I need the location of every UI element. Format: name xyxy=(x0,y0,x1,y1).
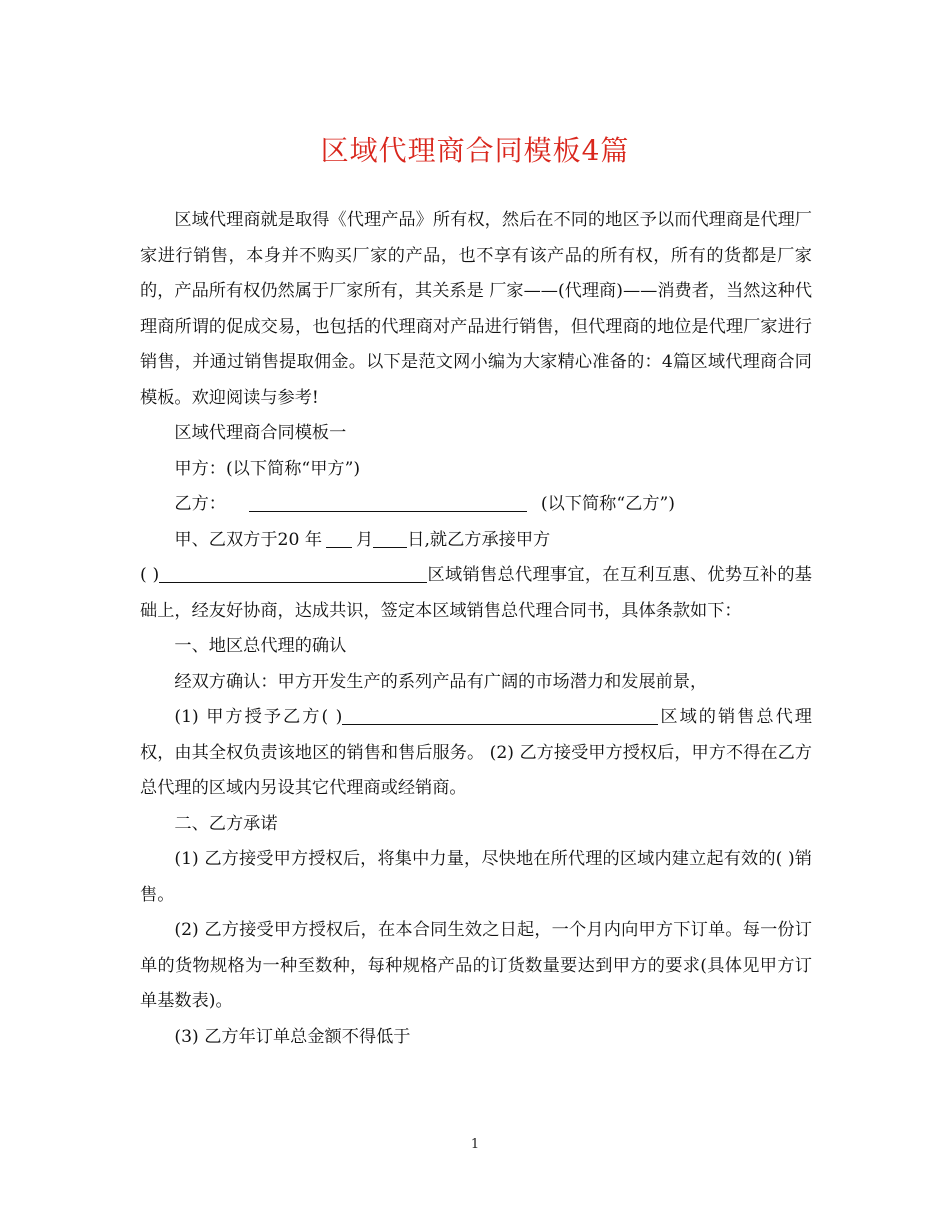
agreement-scope-paragraph xyxy=(140,558,812,629)
page-number: 1 xyxy=(470,1137,480,1152)
party-b-line xyxy=(140,487,812,523)
party-b-suffix: (以下简称“乙方”) xyxy=(540,494,676,514)
month-blank xyxy=(326,527,352,548)
clause-2-1-paragraph: (1) 乙方接受甲方授权后，将集中力量，尽快地在所代理的区域内建立起有效的( )销售。 xyxy=(140,849,812,905)
day-blank xyxy=(373,527,407,548)
confirm-paragraph: 经双方确认：甲方开发生产的系列产品有广阔的市场潜力和发展前景， xyxy=(174,671,708,692)
scope-text: 区域销售总代理事宜，在互利互惠、优势互补的基础上，经友好协商，达成共识，签定本区域销售总代理合同书，具体条款如下： xyxy=(140,565,812,621)
clause-2-3-paragraph: (3) 乙方年订单总金额不得低于 xyxy=(174,1026,411,1047)
agreement-day-text: 日,就乙方承接甲方 xyxy=(407,529,551,550)
scope-bracket: ( ) xyxy=(140,565,160,585)
scope-blank xyxy=(159,562,427,583)
clause-1-1-prefix: (1) 甲方授予乙方( ) xyxy=(174,707,343,727)
document-body xyxy=(140,203,812,1055)
clause-1-1-text: 区域的销售总代理权，由其全权负责该地区的销售和售后服务。 (2) 乙方接受甲方授权后，甲方不得在乙方总代理的区域内另设其它代理商或经销商。 xyxy=(140,707,812,798)
party-b-blank xyxy=(249,491,527,512)
template-one-heading: 区域代理商合同模板一 xyxy=(174,423,347,443)
section-two-heading: 二、乙方承诺 xyxy=(174,813,278,834)
agreement-month-text: 月 xyxy=(356,529,374,550)
document-title: 区域代理商合同模板4篇 xyxy=(320,134,630,167)
clause-2-2-paragraph: (2) 乙方接受甲方授权后，在本合同生效之日起，一个月内向甲方下订单。每一份订单的货物规格为一种至数种，每种规格产品的订货数量要达到甲方的要求(具体见甲方订单基数表)。 xyxy=(140,920,812,1011)
intro-paragraph: 区域代理商就是取得《代理产品》所有权，然后在不同的地区予以而代理商是代理厂家进行销售，本身并不购买厂家的产品，也不享有该产品的所有权，所有的货都是厂家的，产品所有权仍然属于厂家所有，其关系是 厂家——(代理商)——消费者，当然这种代理商所谓的促成交易，也包括的代理商对产品进行销售，但代理商的地位是代理厂家进行销售，并通过销售提取佣金。以下是范文网小编为大家精心准备的：4篇区域代理商合同模板。欢迎阅读与参考! xyxy=(140,210,813,408)
party-a-line: 甲方：(以下简称“甲方”) xyxy=(174,458,361,479)
section-one-heading: 一、地区总代理的确认 xyxy=(174,636,347,656)
clause-1-1-paragraph xyxy=(140,700,812,807)
party-b-label: 乙方： xyxy=(174,494,226,514)
agreement-date-line xyxy=(140,523,812,559)
agreement-year-text: 甲、乙双方于20 年 xyxy=(174,529,323,550)
region-blank xyxy=(342,704,658,725)
